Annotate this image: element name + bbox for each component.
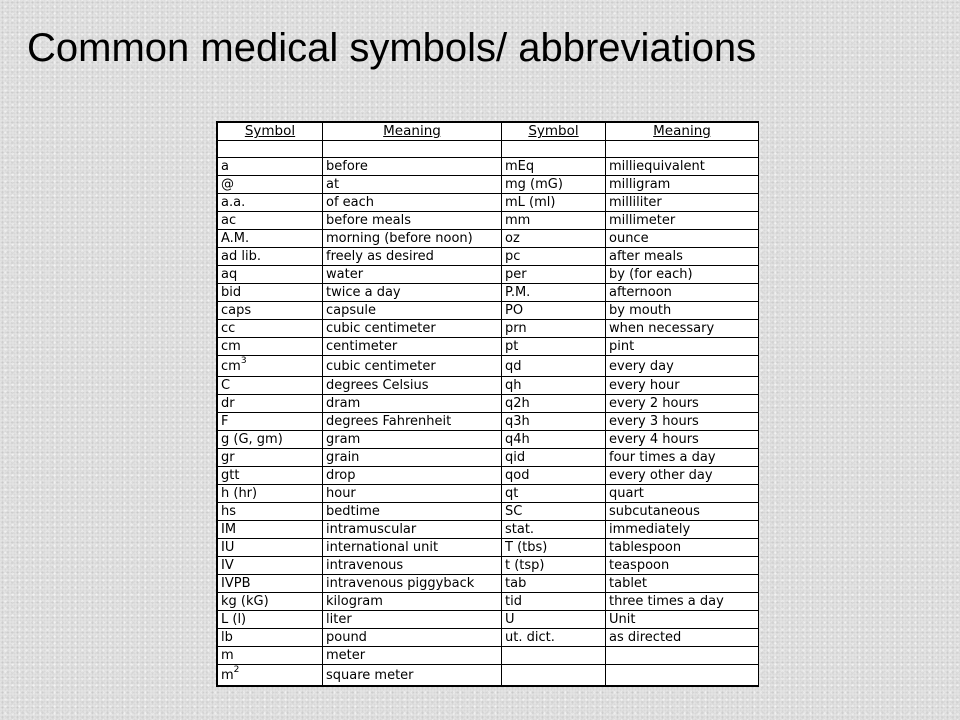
meaning-cell-text: intravenous piggyback — [326, 576, 475, 591]
meaning-cell — [606, 248, 759, 266]
meaning-cell-text: water — [326, 267, 364, 282]
meaning-cell — [323, 377, 502, 395]
meaning-cell-text: square meter — [326, 667, 414, 683]
symbol-cell-text: caps — [221, 303, 252, 318]
meaning-cell-text: subcutaneous — [609, 504, 700, 519]
table-row — [218, 611, 759, 629]
blank-cell — [218, 141, 323, 158]
table-row — [218, 629, 759, 647]
symbol-cell-text: q4h — [505, 432, 530, 447]
symbol-cell-text: q3h — [505, 414, 530, 429]
table-row — [218, 413, 759, 431]
symbol-cell — [502, 212, 606, 230]
meaning-cell — [606, 320, 759, 338]
abbreviations-table — [217, 122, 759, 686]
symbol-cell — [502, 158, 606, 176]
symbol-cell — [218, 539, 323, 557]
table-body — [218, 141, 759, 686]
meaning-cell-text: after meals — [609, 249, 683, 264]
symbol-cell-text: per — [505, 267, 527, 282]
symbol-cell-text: bid — [221, 285, 242, 300]
symbol-cell — [502, 557, 606, 575]
meaning-cell — [323, 194, 502, 212]
meaning-cell — [606, 593, 759, 611]
symbol-cell — [218, 248, 323, 266]
table-row — [218, 503, 759, 521]
meaning-cell — [323, 248, 502, 266]
symbol-cell-text: @ — [221, 177, 234, 192]
table-row — [218, 593, 759, 611]
meaning-cell — [323, 431, 502, 449]
symbol-cell-text: tab — [505, 576, 527, 591]
blank-cell — [323, 141, 502, 158]
meaning-cell — [606, 284, 759, 302]
meaning-cell-text: before meals — [326, 213, 411, 228]
meaning-cell — [606, 503, 759, 521]
symbol-cell-text: T (tbs) — [505, 540, 548, 555]
table-row — [218, 194, 759, 212]
meaning-cell-text: milliliter — [609, 195, 662, 210]
symbol-cell — [502, 320, 606, 338]
meaning-cell — [323, 611, 502, 629]
meaning-cell-text: intravenous — [326, 558, 404, 573]
meaning-cell — [606, 665, 759, 686]
symbol-cell-text: mL (ml) — [505, 195, 556, 210]
meaning-cell — [323, 338, 502, 356]
table-row — [218, 557, 759, 575]
symbol-cell — [502, 176, 606, 194]
meaning-cell-text: as directed — [609, 630, 682, 645]
meaning-cell — [606, 356, 759, 377]
table-header-row — [218, 123, 759, 141]
meaning-cell-text: cubic centimeter — [326, 321, 436, 336]
meaning-cell-text: degrees Fahrenheit — [326, 414, 452, 429]
meaning-cell — [606, 521, 759, 539]
symbol-cell — [502, 302, 606, 320]
symbol-cell-text: h (hr) — [221, 486, 258, 501]
meaning-cell-text: grain — [326, 450, 360, 465]
symbol-cell — [502, 194, 606, 212]
symbol-cell-text: m — [221, 648, 234, 663]
meaning-cell — [323, 449, 502, 467]
table-row — [218, 467, 759, 485]
symbol-cell-text: L (l) — [221, 612, 247, 627]
symbol-cell — [502, 449, 606, 467]
symbol-cell — [218, 395, 323, 413]
symbol-cell — [218, 575, 323, 593]
meaning-cell-text: drop — [326, 468, 356, 483]
symbol-cell-text: aq — [221, 267, 238, 282]
meaning-cell — [606, 230, 759, 248]
meaning-cell-text: before — [326, 159, 368, 174]
meaning-cell — [323, 302, 502, 320]
meaning-cell-text: four times a day — [609, 450, 716, 465]
meaning-cell-text: centimeter — [326, 339, 398, 354]
symbol-cell — [218, 212, 323, 230]
symbol-cell — [502, 575, 606, 593]
meaning-cell — [323, 557, 502, 575]
meaning-cell — [606, 194, 759, 212]
table-row — [218, 431, 759, 449]
symbol-cell — [502, 593, 606, 611]
meaning-cell-text: every 2 hours — [609, 396, 699, 411]
symbol-cell-text: cm — [221, 339, 241, 354]
meaning-cell — [606, 266, 759, 284]
symbol-cell — [218, 449, 323, 467]
meaning-cell-text: capsule — [326, 303, 376, 318]
meaning-cell-text: kilogram — [326, 594, 383, 609]
symbol-cell-text: A.M. — [221, 231, 250, 246]
symbol-cell — [218, 557, 323, 575]
meaning-cell-text: pint — [609, 339, 635, 354]
symbol-cell — [502, 503, 606, 521]
meaning-cell-text: milligram — [609, 177, 671, 192]
symbol-cell — [502, 413, 606, 431]
table-row — [218, 176, 759, 194]
symbol-cell-text: gtt — [221, 468, 240, 483]
symbol-cell-text: ut. dict. — [505, 630, 555, 645]
blank-spacer-row — [218, 141, 759, 158]
table-row — [218, 302, 759, 320]
meaning-cell-text: Unit — [609, 612, 636, 627]
meaning-cell-text: milliequivalent — [609, 159, 705, 174]
table-row — [218, 647, 759, 665]
symbol-cell-text: ad lib. — [221, 249, 261, 264]
symbol-cell-text: mg (mG) — [505, 177, 563, 192]
meaning-cell-text: three times a day — [609, 594, 724, 609]
symbol-cell-text: U — [505, 612, 515, 627]
table-row — [218, 485, 759, 503]
meaning-cell-text: every hour — [609, 378, 680, 393]
meaning-cell — [323, 320, 502, 338]
meaning-cell — [606, 212, 759, 230]
symbol-cell — [502, 647, 606, 665]
symbol-cell — [218, 431, 323, 449]
meaning-cell — [323, 503, 502, 521]
table-row — [218, 230, 759, 248]
symbol-cell-text: qh — [505, 378, 522, 393]
table-row — [218, 575, 759, 593]
meaning-cell — [323, 485, 502, 503]
symbol-cell — [218, 266, 323, 284]
symbol-cell — [218, 158, 323, 176]
symbol-cell — [502, 377, 606, 395]
symbol-cell — [502, 248, 606, 266]
symbol-cell-text: IV — [221, 558, 234, 573]
symbol-cell — [218, 320, 323, 338]
symbol-cell — [218, 503, 323, 521]
meaning-cell-text: international unit — [326, 540, 439, 555]
meaning-cell — [606, 575, 759, 593]
meaning-cell-text: by (for each) — [609, 267, 693, 282]
meaning-cell-text: hour — [326, 486, 356, 501]
symbol-cell-text: a.a. — [221, 195, 246, 210]
symbol-cell — [218, 467, 323, 485]
meaning-cell-text: morning (before noon) — [326, 231, 473, 246]
meaning-cell — [323, 284, 502, 302]
symbol-cell-text: hs — [221, 504, 237, 519]
symbol-cell-text: mEq — [505, 159, 535, 174]
meaning-cell — [606, 338, 759, 356]
meaning-cell — [606, 539, 759, 557]
meaning-cell-text: intramuscular — [326, 522, 417, 537]
symbol-cell — [502, 665, 606, 686]
symbol-cell-text: cc — [221, 321, 236, 336]
symbol-cell — [502, 467, 606, 485]
meaning-cell-text: cubic centimeter — [326, 358, 436, 374]
table-row — [218, 266, 759, 284]
symbol-cell-text: SC — [505, 504, 523, 519]
symbol-cell — [218, 338, 323, 356]
symbol-cell — [218, 485, 323, 503]
meaning-cell — [323, 539, 502, 557]
table-row — [218, 395, 759, 413]
symbol-cell — [502, 338, 606, 356]
symbol-cell — [218, 284, 323, 302]
symbol-cell-text: q2h — [505, 396, 530, 411]
meaning-cell-text: every 3 hours — [609, 414, 699, 429]
symbol-cell-text: F — [221, 414, 229, 429]
meaning-cell-text: of each — [326, 195, 375, 210]
symbol-cell — [502, 611, 606, 629]
meaning-cell — [606, 302, 759, 320]
table-row — [218, 449, 759, 467]
symbol-cell-text: IVPB — [221, 576, 251, 591]
meaning-cell-text: bedtime — [326, 504, 380, 519]
meaning-cell-text: twice a day — [326, 285, 401, 300]
meaning-cell-text: dram — [326, 396, 361, 411]
meaning-cell — [323, 356, 502, 377]
symbol-cell-text: pc — [505, 249, 521, 264]
symbol-cell — [218, 377, 323, 395]
meaning-cell — [323, 266, 502, 284]
table-row — [218, 248, 759, 266]
table-row — [218, 356, 759, 377]
table-row — [218, 284, 759, 302]
symbol-cell-text: qod — [505, 468, 530, 483]
symbol-cell — [218, 413, 323, 431]
symbol-cell — [218, 194, 323, 212]
meaning-cell — [606, 413, 759, 431]
symbol-cell-text: prn — [505, 321, 527, 336]
symbol-cell — [502, 356, 606, 377]
symbol-cell-text: qd — [505, 358, 522, 374]
symbol-cell-text: IM — [221, 522, 237, 537]
symbol-cell — [502, 485, 606, 503]
meaning-cell-text: pound — [326, 630, 367, 645]
meaning-cell — [323, 629, 502, 647]
symbol-cell — [218, 302, 323, 320]
symbol-cell-text: g (G, gm) — [221, 432, 283, 447]
symbol-cell — [218, 647, 323, 665]
table-row — [218, 377, 759, 395]
symbol-cell-text: ac — [221, 213, 237, 228]
meaning-cell — [323, 575, 502, 593]
meaning-cell-text: meter — [326, 648, 366, 663]
symbol-cell-text: dr — [221, 396, 235, 411]
meaning-cell-text: tablet — [609, 576, 648, 591]
table-row — [218, 665, 759, 686]
meaning-cell-text: by mouth — [609, 303, 672, 318]
meaning-cell — [323, 395, 502, 413]
symbol-cell-text: cm — [221, 358, 241, 374]
blank-cell — [502, 141, 606, 158]
symbol-cell-text: stat. — [505, 522, 535, 537]
table-row — [218, 320, 759, 338]
meaning-cell — [606, 611, 759, 629]
symbol-cell — [218, 593, 323, 611]
symbol-cell-text: gr — [221, 450, 235, 465]
symbol-cell — [502, 521, 606, 539]
meaning-cell — [606, 176, 759, 194]
symbol-cell-text: qid — [505, 450, 526, 465]
meaning-cell-text: when necessary — [609, 321, 715, 336]
superscript-exponent: 3 — [240, 356, 247, 367]
meaning-cell — [606, 647, 759, 665]
symbol-cell — [502, 284, 606, 302]
meaning-cell — [323, 593, 502, 611]
symbol-cell — [502, 395, 606, 413]
blank-cell — [606, 141, 759, 158]
meaning-cell — [606, 449, 759, 467]
meaning-cell-text: every day — [609, 358, 674, 374]
symbol-cell — [502, 266, 606, 284]
meaning-cell-text: tablespoon — [609, 540, 682, 555]
table-row — [218, 521, 759, 539]
meaning-cell — [606, 467, 759, 485]
meaning-cell — [323, 647, 502, 665]
meaning-cell — [323, 467, 502, 485]
symbol-cell-text: tid — [505, 594, 522, 609]
symbol-cell — [218, 611, 323, 629]
superscript-exponent: 2 — [233, 665, 240, 676]
meaning-cell-text: ounce — [609, 231, 649, 246]
symbol-cell — [502, 431, 606, 449]
header-meaning-2: Meaning — [606, 123, 759, 141]
meaning-cell — [606, 395, 759, 413]
symbol-cell — [218, 356, 323, 377]
meaning-cell — [323, 521, 502, 539]
meaning-cell — [323, 665, 502, 686]
symbol-cell — [218, 521, 323, 539]
meaning-cell-text: every 4 hours — [609, 432, 699, 447]
meaning-cell — [323, 230, 502, 248]
symbol-cell-text: a — [221, 159, 229, 174]
symbol-cell-text: t (tsp) — [505, 558, 545, 573]
symbol-cell-text: PO — [505, 303, 524, 318]
symbol-cell-text: m — [221, 667, 234, 683]
meaning-cell — [606, 629, 759, 647]
header-symbol-1: Symbol — [218, 123, 323, 141]
table-row — [218, 212, 759, 230]
table-row — [218, 338, 759, 356]
meaning-cell — [323, 413, 502, 431]
symbol-cell-text: C — [221, 378, 231, 393]
meaning-cell-text: immediately — [609, 522, 691, 537]
slide-title: Common medical symbols/ abbreviations — [27, 26, 757, 70]
symbol-cell-text: IU — [221, 540, 235, 555]
symbol-cell-text: P.M. — [505, 285, 531, 300]
symbol-cell-text: pt — [505, 339, 519, 354]
meaning-cell — [606, 431, 759, 449]
meaning-cell — [606, 557, 759, 575]
meaning-cell — [606, 158, 759, 176]
symbol-cell-text: oz — [505, 231, 520, 246]
meaning-cell — [323, 158, 502, 176]
symbol-cell — [502, 629, 606, 647]
meaning-cell — [323, 212, 502, 230]
symbol-cell — [218, 629, 323, 647]
meaning-cell-text: teaspoon — [609, 558, 670, 573]
meaning-cell — [606, 377, 759, 395]
symbol-cell — [218, 176, 323, 194]
meaning-cell-text: at — [326, 177, 340, 192]
header-symbol-2: Symbol — [502, 123, 606, 141]
meaning-cell-text: liter — [326, 612, 352, 627]
meaning-cell-text: gram — [326, 432, 361, 447]
symbol-cell — [218, 665, 323, 686]
header-meaning-1: Meaning — [323, 123, 502, 141]
meaning-cell-text: millimeter — [609, 213, 676, 228]
symbol-cell-text: mm — [505, 213, 531, 228]
symbol-cell — [502, 230, 606, 248]
table-row — [218, 158, 759, 176]
meaning-cell-text: quart — [609, 486, 644, 501]
table-row — [218, 539, 759, 557]
abbreviations-table-container — [216, 121, 759, 687]
symbol-cell-text: qt — [505, 486, 519, 501]
meaning-cell — [323, 176, 502, 194]
symbol-cell-text: lb — [221, 630, 233, 645]
meaning-cell — [606, 485, 759, 503]
symbol-cell — [502, 539, 606, 557]
symbol-cell-text: kg (kG) — [221, 594, 269, 609]
meaning-cell-text: degrees Celsius — [326, 378, 429, 393]
meaning-cell-text: afternoon — [609, 285, 672, 300]
meaning-cell-text: freely as desired — [326, 249, 434, 264]
symbol-cell — [218, 230, 323, 248]
meaning-cell-text: every other day — [609, 468, 713, 483]
